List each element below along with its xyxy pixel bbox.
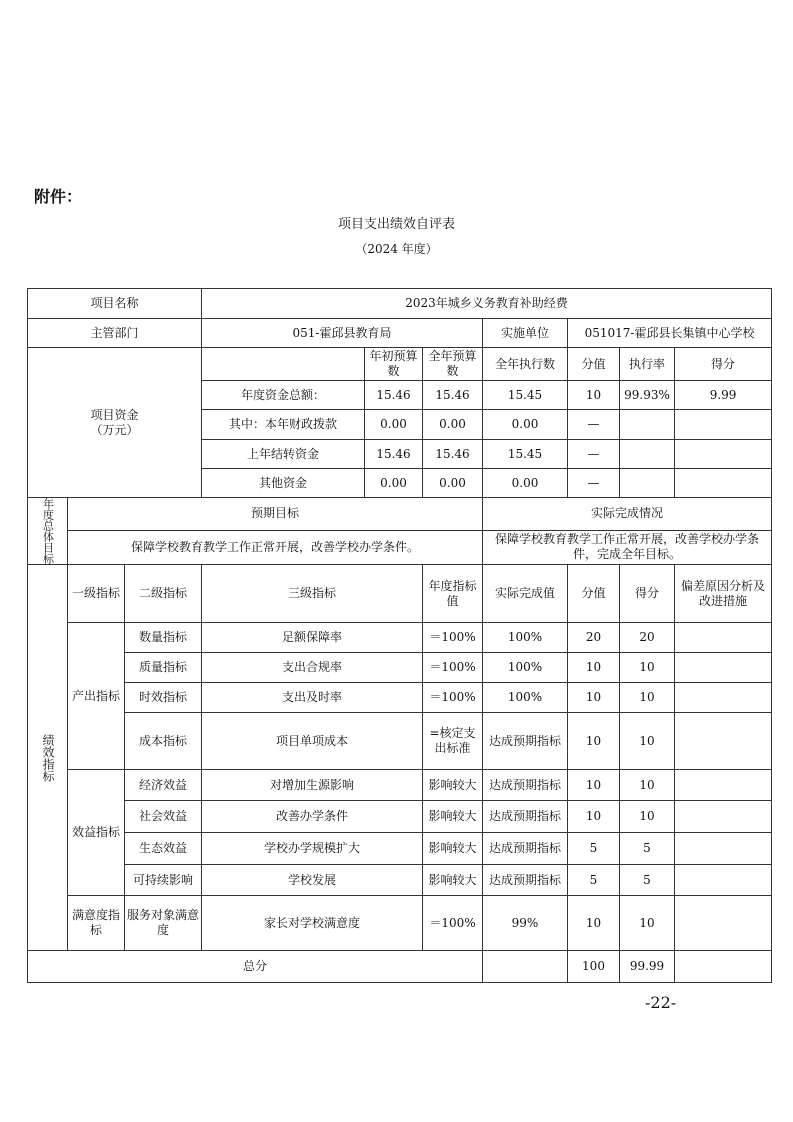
column-header: 偏差原因分析及改进措施 (675, 565, 772, 623)
cell: — (568, 410, 620, 440)
cell (620, 440, 675, 469)
cell: 0.00 (423, 410, 483, 440)
group-satisfaction: 满意度指标 (68, 896, 125, 951)
cell (675, 440, 772, 469)
column-header: 得分 (620, 565, 675, 623)
cell: 学校发展 (202, 865, 423, 896)
project-name-row (28, 289, 772, 319)
column-header: 分值 (568, 565, 620, 623)
cell: — (568, 440, 620, 469)
cell: 10 (568, 801, 620, 833)
cell: ＝100% (423, 623, 483, 653)
attachment-label: 附件： (34, 187, 83, 206)
indicators-label: 绩效指标 (28, 565, 68, 951)
cell: 10 (568, 381, 620, 410)
cell: 10 (568, 770, 620, 801)
total-score: 99.99 (620, 951, 675, 983)
expected-goal: 保障学校教育教学工作正常开展，改善学校办学条件。 (68, 530, 483, 564)
cell: 10 (568, 683, 620, 713)
cell: 社会效益 (125, 801, 202, 833)
column-header: 三级指标 (202, 565, 423, 623)
cell: 学校办学规模扩大 (202, 833, 423, 865)
cell: 15.45 (483, 440, 568, 469)
cell: 数量指标 (125, 623, 202, 653)
cell: — (568, 469, 620, 498)
indicator-row (28, 713, 772, 770)
cell: 达成预期指标 (483, 865, 568, 896)
actual-completion: 保障学校教育教学工作正常开展，改善学校办学条件，完成全年目标。 (483, 530, 772, 564)
cell: 年度资金总额： (202, 381, 365, 410)
funds-header-row (28, 348, 772, 381)
cell: 20 (620, 623, 675, 653)
cell: 10 (620, 896, 675, 951)
total-label: 总分 (28, 951, 483, 983)
document-title: 项目支出绩效自评表 (337, 217, 455, 232)
column-header: 全年执行数 (483, 348, 568, 381)
column-header: 年度指标值 (423, 565, 483, 623)
cell: 影响较大 (423, 833, 483, 865)
cell: 9.99 (675, 381, 772, 410)
cell (675, 623, 772, 653)
project-name: 2023年城乡义务教育补助经费 (202, 289, 772, 319)
cell: 10 (568, 896, 620, 951)
cell: 10 (620, 770, 675, 801)
cell: 5 (620, 833, 675, 865)
actual-completion-header: 实际完成情况 (483, 498, 772, 531)
cell: 100% (483, 653, 568, 683)
cell: 影响较大 (423, 865, 483, 896)
cell: 改善办学条件 (202, 801, 423, 833)
cell (675, 801, 772, 833)
cell: 10 (620, 801, 675, 833)
cell: 影响较大 (423, 801, 483, 833)
department-row (28, 319, 772, 348)
cell: 足额保障率 (202, 623, 423, 653)
cell (620, 410, 675, 440)
blank-cell (202, 348, 365, 381)
column-header: 执行率 (620, 348, 675, 381)
cell: 上年结转资金 (202, 440, 365, 469)
cell: 5 (620, 865, 675, 896)
cell (675, 770, 772, 801)
column-header: 全年预算数 (423, 348, 483, 381)
expected-goal-header: 预期目标 (68, 498, 483, 531)
self-evaluation-table (27, 288, 772, 983)
column-header: 年初预算数 (365, 348, 423, 381)
cell: 家长对学校满意度 (202, 896, 423, 951)
column-header: 分值 (568, 348, 620, 381)
indicator-row (28, 653, 772, 683)
cell: 100% (483, 683, 568, 713)
cell (483, 951, 568, 983)
cell: 0.00 (483, 410, 568, 440)
total-value: 100 (568, 951, 620, 983)
annual-goals-label: 年度总体目标 (28, 498, 68, 565)
cell: 5 (568, 865, 620, 896)
indicator-row (28, 623, 772, 653)
cell: 0.00 (365, 410, 423, 440)
cell (675, 713, 772, 770)
label: 主管部门 (28, 319, 202, 348)
department: 051-霍邱县教育局 (202, 319, 483, 348)
cell: 15.46 (423, 440, 483, 469)
cell: 质量指标 (125, 653, 202, 683)
column-header: 得分 (675, 348, 772, 381)
cell: 支出合规率 (202, 653, 423, 683)
cell: ＝100% (423, 683, 483, 713)
group-output: 产出指标 (68, 623, 125, 770)
cell: =核定支出标准 (423, 713, 483, 770)
cell: 20 (568, 623, 620, 653)
cell: 0.00 (365, 469, 423, 498)
cell: ＝100% (423, 653, 483, 683)
cell (675, 865, 772, 896)
cell: 项目单项成本 (202, 713, 423, 770)
cell: 10 (620, 653, 675, 683)
cell (675, 653, 772, 683)
cell: 达成预期指标 (483, 770, 568, 801)
implementing-unit: 051017-霍邱县长集镇中心学校 (568, 319, 772, 348)
cell: 达成预期指标 (483, 713, 568, 770)
cell: 可持续影响 (125, 865, 202, 896)
cell: 15.46 (423, 381, 483, 410)
cell: 10 (620, 683, 675, 713)
column-header: 一级指标 (68, 565, 125, 623)
cell: 99% (483, 896, 568, 951)
cell: 达成预期指标 (483, 801, 568, 833)
cell: 其他资金 (202, 469, 365, 498)
cell (675, 469, 772, 498)
cell: 支出及时率 (202, 683, 423, 713)
cell: 10 (568, 713, 620, 770)
cell (675, 683, 772, 713)
cell: 99.93% (620, 381, 675, 410)
cell: 10 (568, 653, 620, 683)
cell (675, 951, 772, 983)
cell (675, 896, 772, 951)
cell: 经济效益 (125, 770, 202, 801)
indicator-row (28, 683, 772, 713)
cell: 达成预期指标 (483, 833, 568, 865)
page-number: -22- (645, 993, 677, 1012)
indicator-header-row (28, 565, 772, 623)
cell: 100% (483, 623, 568, 653)
cell: 10 (620, 713, 675, 770)
label: 实施单位 (483, 319, 568, 348)
cell: ＝100% (423, 896, 483, 951)
cell (675, 410, 772, 440)
cell (620, 469, 675, 498)
cell: 0.00 (483, 469, 568, 498)
column-header: 实际完成值 (483, 565, 568, 623)
column-header: 二级指标 (125, 565, 202, 623)
document-year: （2024 年度） (355, 242, 438, 256)
cell: 5 (568, 833, 620, 865)
indicator-row (28, 833, 772, 865)
cell: 成本指标 (125, 713, 202, 770)
cell: 0.00 (423, 469, 483, 498)
cell: 15.46 (365, 381, 423, 410)
cell: 影响较大 (423, 770, 483, 801)
label: 项目名称 (28, 289, 202, 319)
goals-row (28, 530, 772, 564)
goals-header-row (28, 498, 772, 531)
indicator-row (28, 896, 772, 951)
funds-label: 项目资金 （万元） (28, 348, 202, 498)
cell: 对增加生源影响 (202, 770, 423, 801)
cell: 15.46 (365, 440, 423, 469)
total-row (28, 951, 772, 983)
indicator-row (28, 770, 772, 801)
group-benefit: 效益指标 (68, 770, 125, 896)
cell: 生态效益 (125, 833, 202, 865)
cell: 15.45 (483, 381, 568, 410)
cell: 服务对象满意度 (125, 896, 202, 951)
cell: 时效指标 (125, 683, 202, 713)
indicator-row (28, 801, 772, 833)
cell: 其中：本年财政拨款 (202, 410, 365, 440)
cell (675, 833, 772, 865)
indicator-row (28, 865, 772, 896)
